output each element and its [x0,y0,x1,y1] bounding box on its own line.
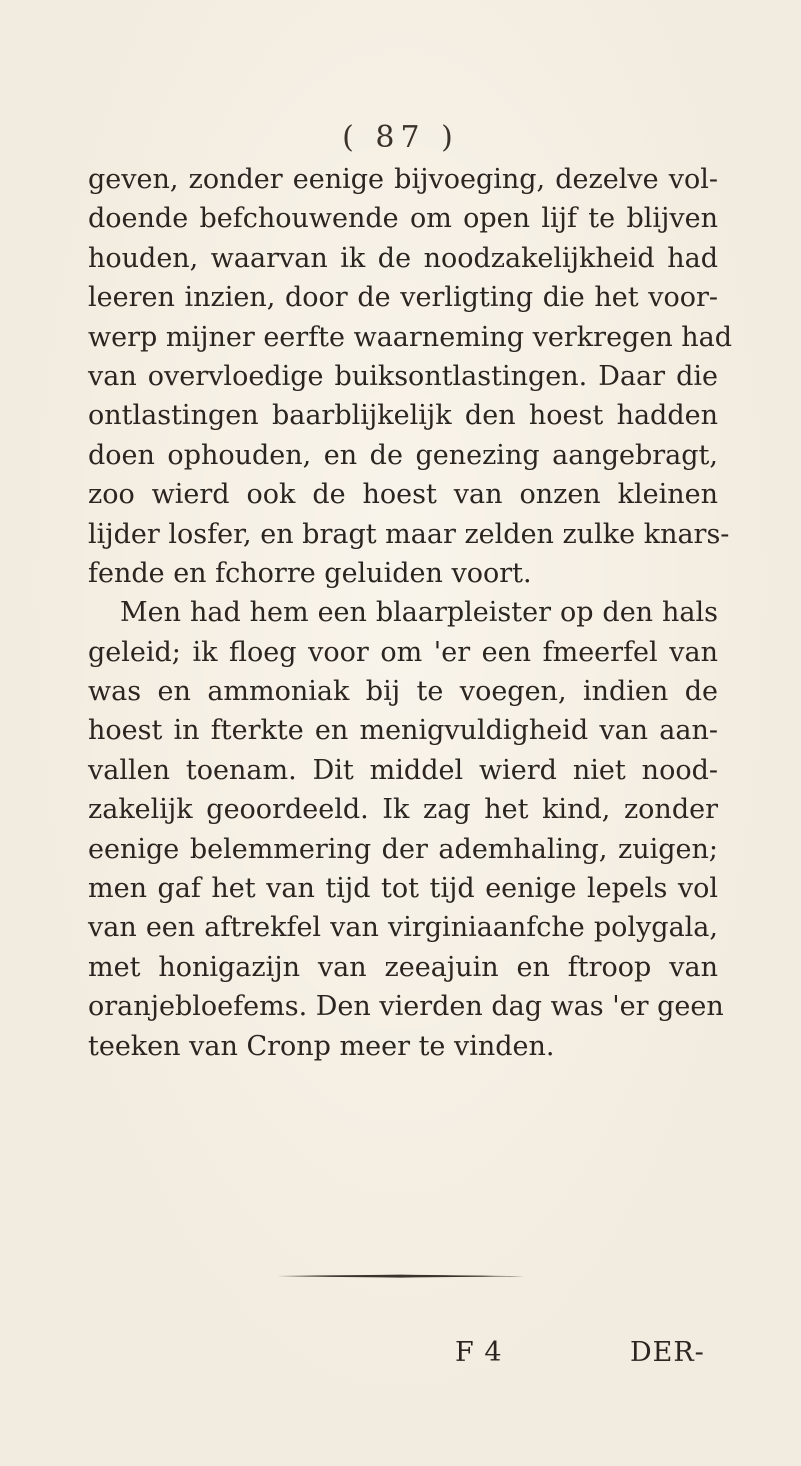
text-line: men gaf het van tijd tot tijd eenige lepels vol [88,873,718,905]
text-line: van overvloedige buiksontlastingen. Daar die [88,360,718,392]
page-number: ( 87 ) [342,120,459,155]
text-line: zoo wierd ook de hoest van onzen kleinen [88,479,718,511]
text-line: van een aftrekfel van virginiaanfche polygala, [88,912,718,944]
text-line: doen ophouden, en de genezing aangebragt, [88,439,718,471]
text-line: vallen toenam. Dit middel wierd niet nood- [88,754,718,786]
paragraph-end-line: fende en fchorre geluiden voort. [88,557,532,589]
text-line: ontlastingen baarblijkelijk den hoest hadden [88,400,718,432]
signature-mark: F 4 [455,1337,503,1368]
text-line: eenige belemmering der ademhaling, zuigen; [88,833,718,865]
text-line: leeren inzien, door de verligting die het voor- [88,282,718,314]
paragraph-start-line: Men had hem een blaarpleister op den hals [120,597,718,629]
text-line: doende befchouwende om open lijf te blijven [88,203,718,235]
text-line: houden, waarvan ik de noodzakelijkheid had [88,242,718,274]
section-divider-ornament [277,1273,525,1279]
catchword: DER- [630,1337,705,1368]
text-line: met honigazijn van zeeajuin en ftroop van [88,951,718,983]
text-line: oranjebloefems. Den vierden dag was 'er geen [88,991,724,1023]
text-line: was en ammoniak bij te voegen, indien de [88,676,718,708]
text-line: werp mijner eerfte waarneming verkregen had [88,321,733,353]
body-text [88,160,733,1066]
text-line: zakelijk geoordeeld. Ik zag het kind, zonder [88,794,718,826]
text-line: lijder losfer, en bragt maar zelden zulke knars- [88,518,730,550]
text-line: hoest in fterkte en menigvuldigheid van aan- [88,715,718,747]
text-line: geleid; ik floeg voor om 'er een fmeerfel van [88,636,718,668]
text-line: geven, zonder eenige bijvoeging, dezelve vol- [88,164,718,195]
paragraph-end-line: teeken van Cronp meer te vinden. [88,1030,555,1062]
